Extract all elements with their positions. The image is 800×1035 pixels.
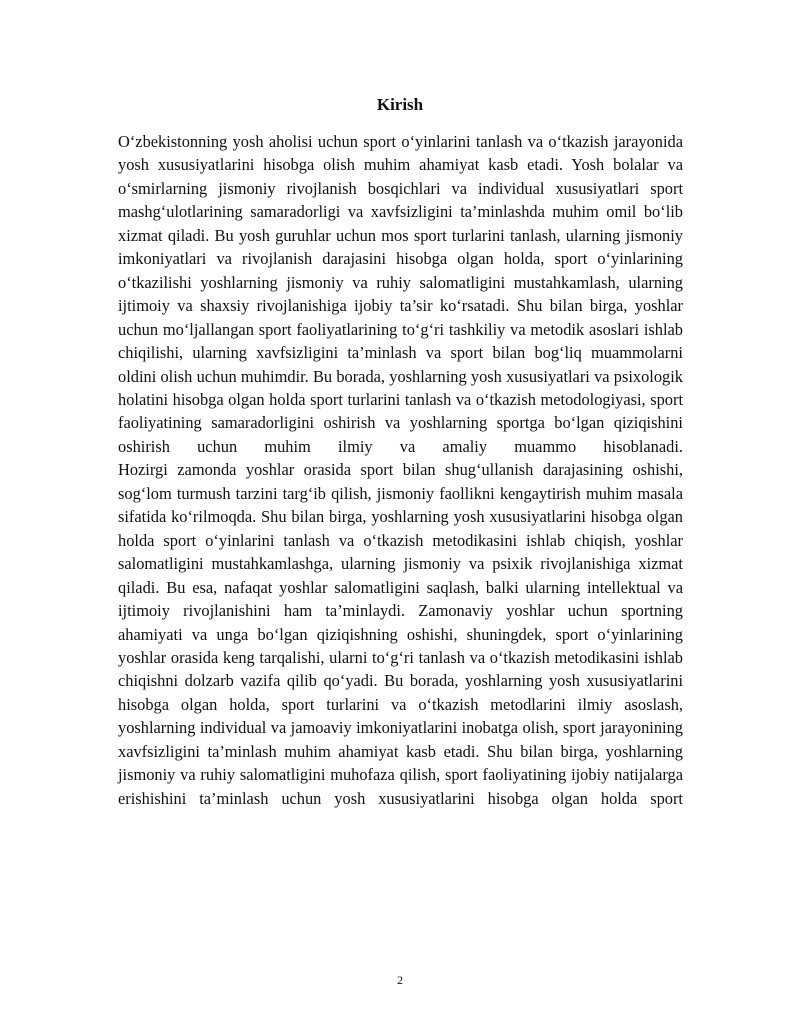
page-number: 2 <box>397 973 403 987</box>
paragraph-2: Hozirgi zamonda yoshlar orasida sport bilan shug‘ullanish darajasining oshishi, sog‘lom turmush tarzini targ‘ib qilish, jismoniy faollikni kengaytirish muhim masala sifatida ko‘rilmoqda. Shu bilan birga, yoshlarning yosh xususiyatlarini hisobga olgan holda sport o‘yinlarini tanlash va o‘tkazish metodikasini ishlab chiqish, yoshlar salomatligini mustahkamlashga, ularning jismoniy va psixik rivojlanishiga xizmat qiladi. Bu esa, nafaqat yoshlar salomatligini saqlash, balki ularning intellektual va ijtimoiy rivojlanishini ham ta’minlaydi. Zamonaviy yoshlar uchun sportning ahamiyati va unga bo‘lgan qiziqishning oshishi, shuningdek, sport o‘yinlarining yoshlar orasida keng tarqalishi, ularni to‘g‘ri tanlash va o‘tkazish metodikasini ishlab chiqishni dolzarb vazifa qilib qo‘yadi. Bu borada, yoshlarning yosh xususiyatlarini hisobga olgan holda, sport turlarini va o‘tkazish metodlarini ilmiy asoslash, yoshlarning individual va jamoaviy imkoniyatlarini inobatga olish, sport jarayonining xavfsizligini ta’minlash muhim ahamiyat kasb etadi. Shu bilan birga, yoshlarning jismoniy va ruhiy salomatligini muhofaza qilish, sport faoliyatining ijobiy natijalarga erishishini ta’minlash uchun yosh xususiyatlarini hisobga olgan holda sport <box>118 460 683 808</box>
section-heading: Kirish <box>376 95 424 114</box>
paragraph-1: O‘zbekistonning yosh aholisi uchun sport o‘yinlarini tanlash va o‘tkazish jarayonida yosh xususiyatlarini hisobga olish muhim ahamiyat kasb etadi. Yosh bolalar va o‘smirlarning jismoniy rivojlanish bosqichlari va individual xususiyatlari sport mashg‘ulotlarining samaradorligi va xavfsizligini ta’minlashda muhim omil bo‘lib xizmat qiladi. Bu yosh guruhlar uchun mos sport turlarini tanlash, ularning jismoniy imkoniyatlari va rivojlanish darajasini hisobga olgan holda, sport o‘yinlarining o‘tkazilishi yoshlarning jismoniy va ruhiy salomatligini mustahkamlash, ularning ijtimoiy va shaxsiy rivojlanishiga ijobiy ta’sir ko‘rsatadi. Shu bilan birga, yoshlar uchun mo‘ljallangan sport faoliyatlarining to‘g‘ri tashkiliy va metodik asoslari ishlab chiqilishi, ularning xavfsizligini ta’minlash va sport bilan bog‘liq muammolarni oldini olish uchun muhimdir. Bu borada, yoshlarning yosh xususiyatlari va psixologik holatini hisobga olgan holda sport turlarini tanlash va o‘tkazish metodologiyasi, sport faoliyatining samaradorligini oshirish va yoshlarning sportga bo‘lgan qiziqishini oshirish uchun muhim ilmiy va amaliy muammo hisoblanadi. <box>118 132 683 456</box>
body-text <box>118 130 683 810</box>
